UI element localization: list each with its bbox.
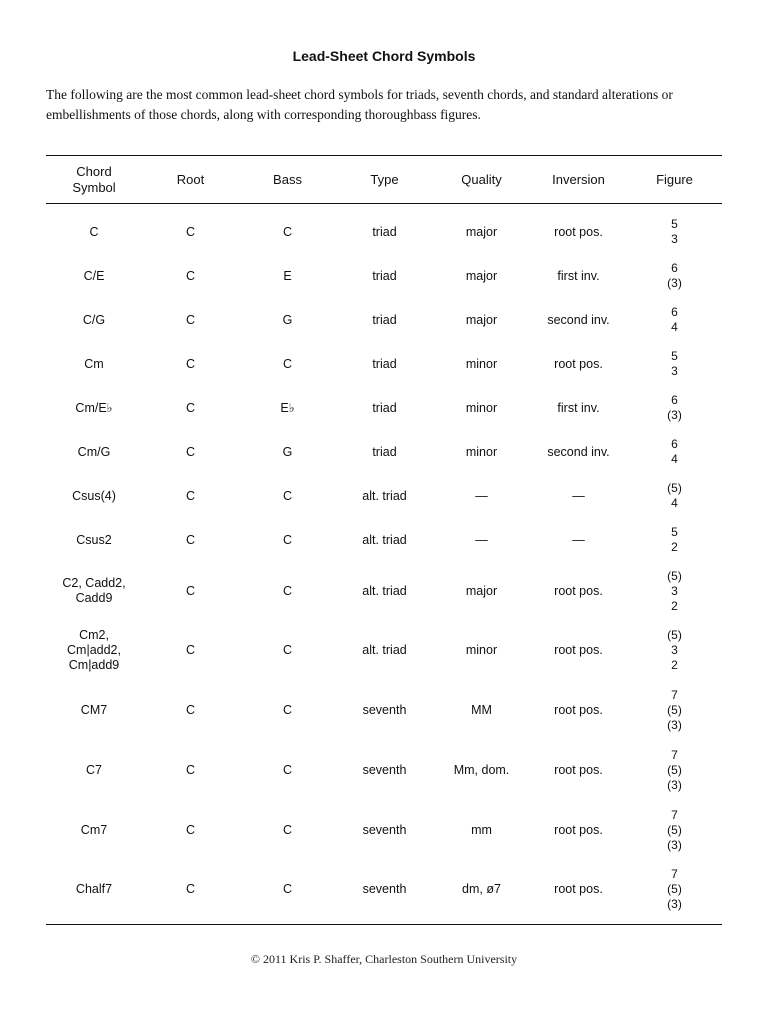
figure-number: 4 (671, 496, 678, 510)
cell-quality: — (475, 488, 488, 503)
cell-chord-symbol: C7 (86, 762, 102, 777)
cell-root: C (185, 356, 196, 371)
figure-number: (5) (667, 481, 682, 495)
cell-figure (627, 217, 722, 247)
cell-root: C (185, 268, 196, 283)
figure-number: 5 (671, 217, 678, 231)
table-row (46, 254, 722, 298)
cell-chord-symbol: Cm7 (80, 822, 108, 837)
figure-number: 3 (671, 232, 678, 246)
cell-inversion: root pos. (554, 822, 603, 837)
figure-number: 3 (671, 642, 678, 657)
cell-inversion: root pos. (554, 702, 603, 717)
cell-type: triad (372, 400, 397, 415)
cell-bass: C (282, 583, 293, 598)
cell-inversion: second inv. (547, 312, 610, 327)
figure-number: 2 (671, 540, 678, 554)
cell-figure (627, 748, 722, 793)
cell-figure (627, 569, 722, 614)
cell-type: alt. triad (362, 488, 407, 503)
cell-bass: E (283, 268, 292, 283)
cell-bass: C (282, 642, 293, 657)
cell-type: alt. triad (362, 583, 407, 598)
cell-type: seventh (362, 762, 407, 777)
cell-chord-symbol: C/G (82, 312, 106, 327)
figure-number: (5) (667, 881, 682, 896)
cell-chord-symbol: C (89, 224, 99, 239)
cell-type: alt. triad (362, 642, 407, 657)
cell-quality: major (465, 224, 498, 239)
figure-number: 3 (671, 583, 678, 598)
figure-number: (5) (667, 627, 682, 642)
figure-number: (3) (667, 717, 682, 732)
cell-type: triad (372, 356, 397, 371)
table-row (46, 298, 722, 342)
cell-quality: MM (471, 702, 492, 717)
figure-number: 3 (671, 364, 678, 378)
page-title: Lead-Sheet Chord Symbols (292, 48, 476, 64)
cell-root: C (185, 881, 196, 896)
intro-paragraph: The following are the most common lead-sheet chord symbols for triads, seventh chords, and standard alterations or embellishments of those chords, along with corresponding thoroughbass figures. (46, 87, 673, 122)
figure-number: (5) (667, 702, 682, 717)
figure-number: (3) (667, 408, 682, 422)
table-row (46, 860, 722, 918)
cell-root: C (185, 312, 196, 327)
table-row (46, 210, 722, 254)
cell-root: C (185, 762, 196, 777)
table-row (46, 800, 722, 860)
cell-figure (627, 393, 722, 423)
table-row (46, 562, 722, 620)
header-figure: Figure (656, 171, 693, 187)
cell-inversion: root pos. (554, 356, 603, 371)
cell-bass: C (282, 356, 293, 371)
cell-quality: mm (471, 822, 492, 837)
cell-bass: C (282, 822, 293, 837)
cell-figure (627, 261, 722, 291)
cell-type: triad (372, 444, 397, 459)
cell-chord-symbol: CM7 (80, 702, 108, 717)
cell-quality: minor (465, 400, 498, 415)
figure-number: 4 (671, 320, 678, 334)
cell-root: C (185, 583, 196, 598)
cell-inversion: — (572, 488, 585, 503)
cell-root: C (185, 224, 196, 239)
header-inversion: Inversion (552, 171, 605, 187)
figure-number: 2 (671, 657, 678, 672)
cell-bass: G (282, 444, 293, 459)
cell-bass: C (282, 702, 293, 717)
cell-chord-symbol: Csus(4) (72, 488, 116, 503)
cell-quality: minor (465, 356, 498, 371)
figure-number: (3) (667, 896, 682, 911)
figure-number: (3) (667, 276, 682, 290)
chord-table (46, 155, 722, 925)
cell-quality: — (475, 532, 488, 547)
table-row (46, 620, 722, 680)
table-row (46, 740, 722, 800)
cell-quality: major (465, 312, 498, 327)
header-type: Type (370, 171, 399, 187)
cell-quality: major (465, 268, 498, 283)
table-row (46, 680, 722, 740)
cell-bass: C (282, 762, 293, 777)
cell-root: C (185, 400, 196, 415)
cell-inversion: first inv. (557, 268, 600, 283)
figure-number: 7 (671, 687, 678, 702)
cell-bass: C (282, 488, 293, 503)
cell-type: triad (372, 224, 397, 239)
figure-number: 5 (671, 349, 678, 363)
cell-inversion: root pos. (554, 642, 603, 657)
cell-chord-symbol: Cm/G (77, 444, 111, 459)
cell-figure (627, 808, 722, 853)
cell-figure (627, 437, 722, 467)
cell-inversion: root pos. (554, 583, 603, 598)
figure-number: 2 (671, 598, 678, 613)
cell-bass: G (282, 312, 293, 327)
cell-inversion: second inv. (547, 444, 610, 459)
cell-root: C (185, 642, 196, 657)
copyright-footer: © 2011 Kris P. Shaffer, Charleston Southern University (250, 952, 518, 966)
cell-root: C (185, 444, 196, 459)
cell-quality: minor (465, 444, 498, 459)
figure-number: 7 (671, 866, 678, 881)
table-body (46, 210, 722, 918)
cell-quality: Mm, dom. (453, 762, 510, 777)
cell-type: seventh (362, 822, 407, 837)
cell-chord-symbol: Chalf7 (75, 881, 113, 896)
cell-quality: minor (465, 642, 498, 657)
figure-number: 6 (671, 305, 678, 319)
figure-number: (3) (667, 777, 682, 792)
table-row (46, 474, 722, 518)
cell-inversion: root pos. (554, 224, 603, 239)
cell-figure (627, 867, 722, 912)
cell-figure (627, 628, 722, 673)
cell-figure (627, 305, 722, 335)
table-row (46, 518, 722, 562)
figure-number: (5) (667, 762, 682, 777)
cell-chord-symbol: Cm2, Cm|add2, Cm|add9 (67, 627, 121, 672)
cell-chord-symbol: C2, Cadd2, Cadd9 (62, 576, 126, 605)
cell-quality: dm, ø7 (462, 881, 501, 896)
cell-type: seventh (362, 702, 407, 717)
cell-bass: E♭ (280, 400, 295, 415)
cell-type: seventh (362, 881, 407, 896)
figure-number: 7 (671, 747, 678, 762)
figure-number: (5) (667, 822, 682, 837)
cell-bass: C (282, 224, 293, 239)
cell-inversion: first inv. (557, 400, 600, 415)
cell-root: C (185, 702, 196, 717)
header-quality: Quality (461, 171, 502, 187)
figure-number: 6 (671, 437, 678, 451)
table-header (46, 156, 722, 204)
cell-inversion: root pos. (554, 762, 603, 777)
cell-type: alt. triad (362, 532, 407, 547)
cell-figure (627, 481, 722, 511)
figure-number: 5 (671, 525, 678, 539)
cell-root: C (185, 488, 196, 503)
cell-chord-symbol: Cm/E♭ (75, 400, 113, 415)
cell-inversion: root pos. (554, 881, 603, 896)
cell-chord-symbol: C/E (83, 268, 105, 283)
cell-figure (627, 525, 722, 555)
header-root: Root (176, 171, 205, 187)
cell-figure (627, 688, 722, 733)
table-row (46, 430, 722, 474)
figure-number: (3) (667, 837, 682, 852)
figure-number: (5) (667, 568, 682, 583)
figure-number: 7 (671, 807, 678, 822)
cell-inversion: — (572, 532, 585, 547)
table-row (46, 386, 722, 430)
cell-root: C (185, 822, 196, 837)
cell-figure (627, 349, 722, 379)
cell-bass: C (282, 532, 293, 547)
figure-number: 6 (671, 261, 678, 275)
cell-chord-symbol: Csus2 (76, 532, 112, 547)
cell-type: triad (372, 312, 397, 327)
header-bass: Bass (273, 171, 302, 187)
figure-number: 6 (671, 393, 678, 407)
figure-number: 4 (671, 452, 678, 466)
cell-bass: C (282, 881, 293, 896)
table-row (46, 342, 722, 386)
cell-chord-symbol: Cm (84, 356, 104, 371)
cell-root: C (185, 532, 196, 547)
cell-type: triad (372, 268, 397, 283)
cell-quality: major (465, 583, 498, 598)
header-chord-symbol: Chord Symbol (72, 163, 116, 195)
